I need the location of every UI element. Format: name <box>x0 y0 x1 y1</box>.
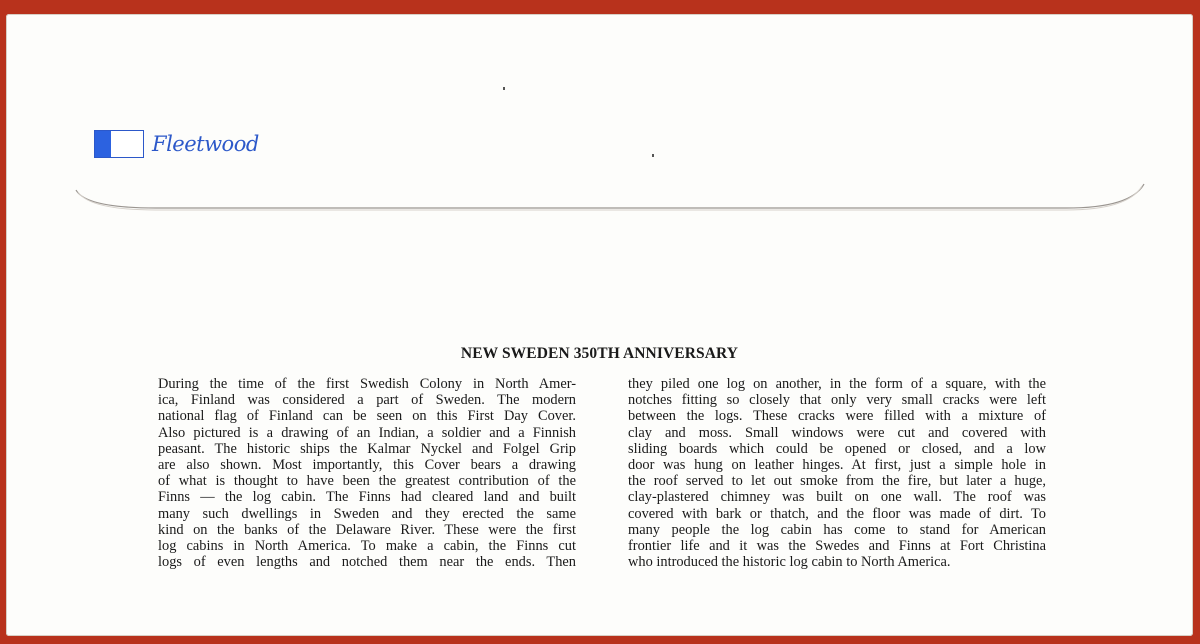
text-line: sliding boards which could be opened or closed, and a low <box>628 440 1046 457</box>
text-column-left <box>158 376 576 570</box>
logo-wordmark: Fleetwood <box>152 132 259 156</box>
envelope-back <box>6 14 1193 636</box>
logo-mark-icon <box>94 130 144 158</box>
text-line: Also pictured is a drawing of an Indian, a soldier and a Finnish <box>158 424 576 441</box>
text-line: notches fitting so closely that only very small cracks were left <box>628 392 1046 409</box>
text-line: many people the log cabin has come to stand for American <box>628 521 1046 538</box>
page-title: NEW SWEDEN 350TH ANNIVERSARY <box>460 345 739 362</box>
paper-speck <box>652 154 654 157</box>
text-line: log cabins in North America. To make a cabin, the Finns cut <box>158 538 576 555</box>
text-line: clay-plastered chimney was built on one wall. The roof was <box>628 489 1046 506</box>
text-line: many such dwellings in Sweden and they erected the same <box>158 505 576 522</box>
text-column-right <box>628 376 1046 570</box>
text-line: are also shown. Most importantly, this Cover bears a drawing <box>158 457 576 474</box>
text-line: the roof served to let out smoke from the fire, but later a huge, <box>628 473 1046 490</box>
text-line: door was hung on leather hinges. At first, just a simple hole in <box>628 457 1046 474</box>
text-line: between the logs. These cracks were filled with a mixture of <box>628 408 1046 425</box>
text-line: Finns — the log cabin. The Finns had cleared land and built <box>158 489 576 506</box>
fleetwood-logo <box>94 130 259 158</box>
text-line: they piled one log on another, in the form of a square, with the <box>628 376 1046 392</box>
text-line: covered with bark or thatch, and the floor was made of dirt. To <box>628 505 1046 522</box>
text-line: frontier life and it was the Swedes and Finns at Fort Christina <box>628 538 1046 555</box>
text-line: who introduced the historic log cabin to North America. <box>628 554 951 571</box>
paper-speck <box>503 87 505 90</box>
text-line: During the time of the first Swedish Colony in North Amer- <box>158 376 576 392</box>
text-line: of what is thought to have been the greatest contribution of the <box>158 473 576 490</box>
text-line: peasant. The historic ships the Kalmar Nyckel and Folgel Grip <box>158 440 576 457</box>
text-line: logs of even lengths and notched them near the ends. Then <box>158 554 576 571</box>
text-line: ica, Finland was considered a part of Sweden. The modern <box>158 392 576 409</box>
text-line: clay and moss. Small windows were cut and covered with <box>628 424 1046 441</box>
text-line: national flag of Finland can be seen on this First Day Cover. <box>158 408 576 425</box>
text-line: kind on the banks of the Delaware River. These were the first <box>158 521 576 538</box>
